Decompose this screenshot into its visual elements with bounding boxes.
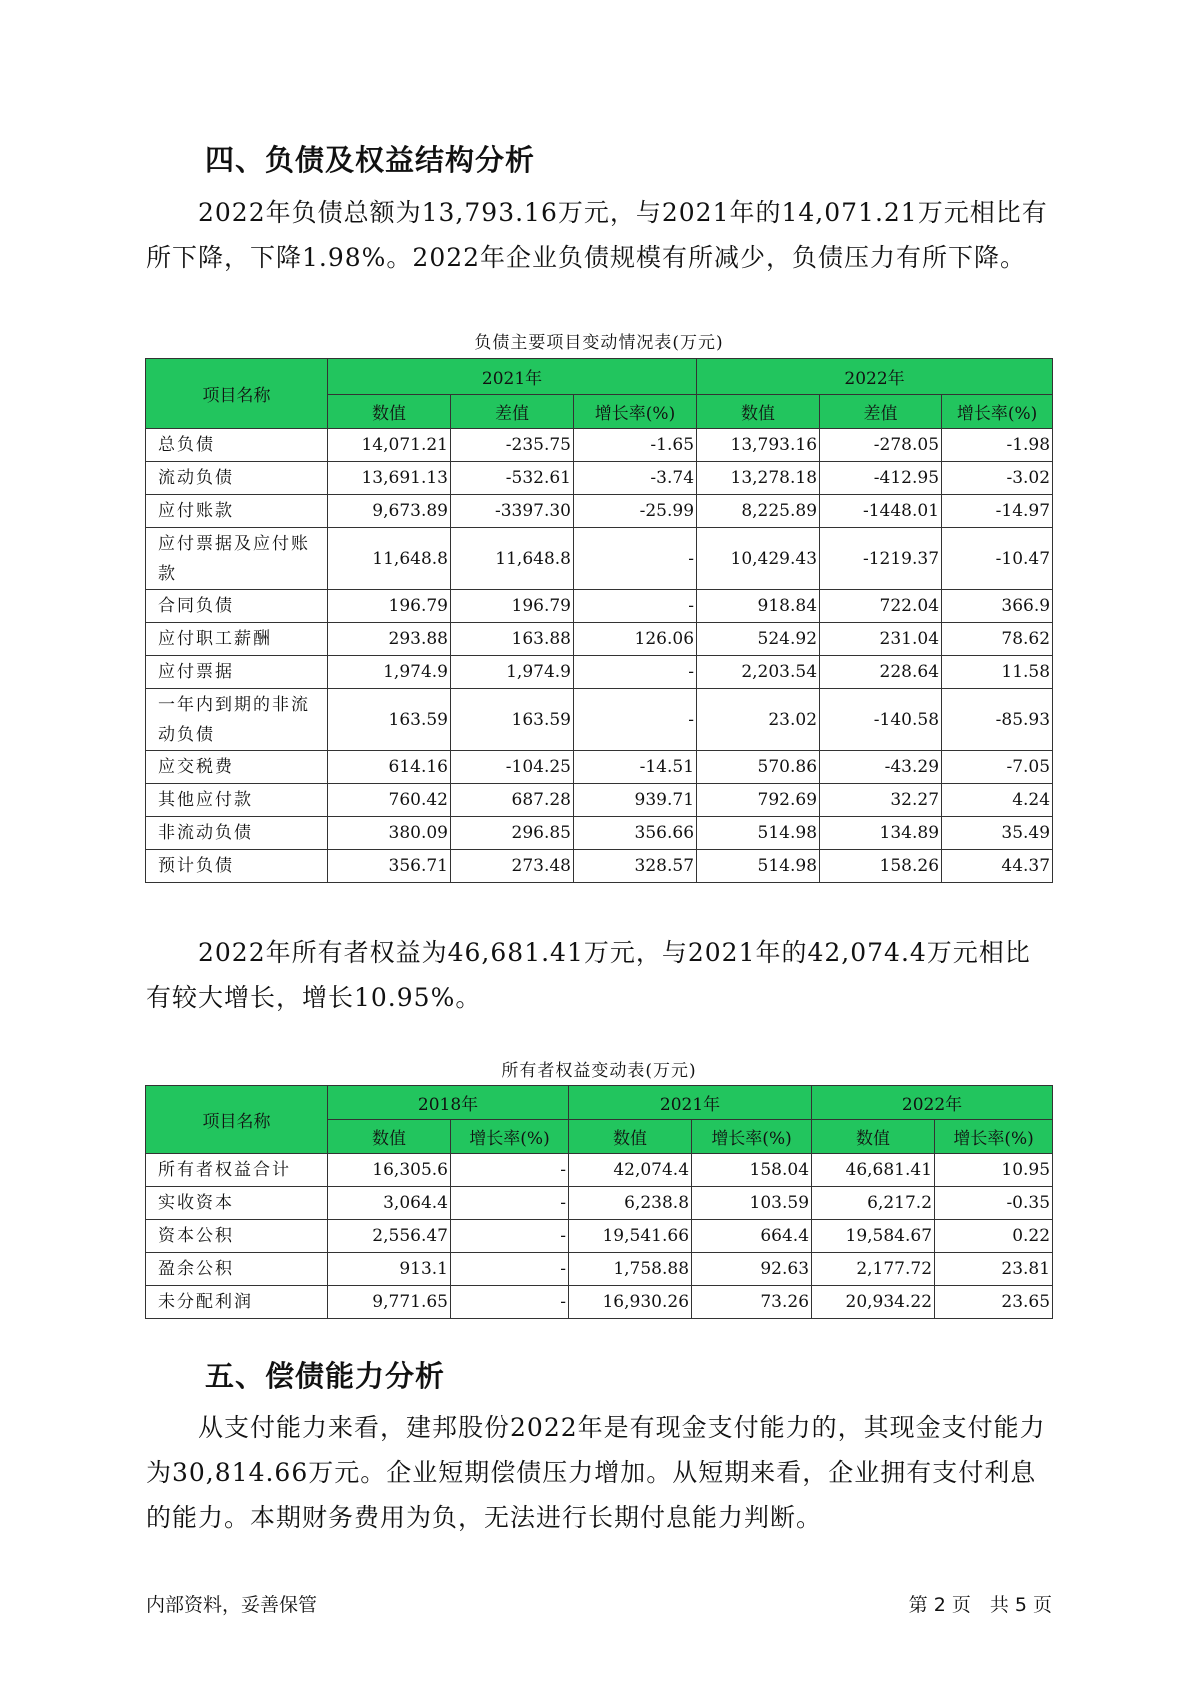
sub-column-header: 增长率(%) xyxy=(451,1120,569,1154)
table-row xyxy=(146,850,1053,883)
table-cell: -25.99 xyxy=(574,495,697,528)
sub-column-header: 增长率(%) xyxy=(942,395,1053,429)
table-cell: 228.64 xyxy=(820,656,942,689)
table-cell: 23.65 xyxy=(935,1286,1053,1319)
table-cell: 13,278.18 xyxy=(697,462,820,495)
equity-summary-paragraph: 2022年所有者权益为46,681.41万元，与2021年的42,074.4万元相比有较大增长，增长10.95%。 xyxy=(146,938,1031,1012)
table-cell: 16,305.6 xyxy=(328,1154,451,1187)
table-cell: -3.02 xyxy=(942,462,1053,495)
table-cell: 196.79 xyxy=(451,590,574,623)
table-cell: 163.59 xyxy=(328,689,451,751)
table-cell: 46,681.41 xyxy=(812,1154,935,1187)
table-cell: 158.26 xyxy=(820,850,942,883)
table-row xyxy=(146,1187,1053,1220)
table-cell: 10,429.43 xyxy=(697,528,820,590)
table-cell: 126.06 xyxy=(574,623,697,656)
sub-column-header: 差值 xyxy=(451,395,574,429)
table-cell: 1,758.88 xyxy=(569,1253,692,1286)
table-row xyxy=(146,751,1053,784)
sub-column-header: 增长率(%) xyxy=(935,1120,1053,1154)
table-cell: 163.59 xyxy=(451,689,574,751)
table-cell: 570.86 xyxy=(697,751,820,784)
table-row xyxy=(146,623,1053,656)
table-cell: 196.79 xyxy=(328,590,451,623)
liability-table-caption: 负债主要项目变动情况表(万元) xyxy=(474,333,724,353)
table-cell: - xyxy=(574,656,697,689)
table-cell: -43.29 xyxy=(820,751,942,784)
table-cell: 1,974.9 xyxy=(451,656,574,689)
table-cell: 73.26 xyxy=(692,1286,812,1319)
name-column-header: 项目名称 xyxy=(146,359,328,429)
year-group-header: 2018年 xyxy=(328,1086,569,1120)
table-cell: 792.69 xyxy=(697,784,820,817)
sub-column-header: 数值 xyxy=(697,395,820,429)
liability-table xyxy=(145,358,1053,883)
table-cell: - xyxy=(574,590,697,623)
table-cell: 514.98 xyxy=(697,850,820,883)
row-label: 实收资本 xyxy=(146,1187,328,1220)
row-label: 合同负债 xyxy=(146,590,328,623)
equity-table xyxy=(145,1085,1053,1319)
table-cell: 32.27 xyxy=(820,784,942,817)
sub-column-header: 增长率(%) xyxy=(692,1120,812,1154)
table-cell: 92.63 xyxy=(692,1253,812,1286)
table-cell: 2,177.72 xyxy=(812,1253,935,1286)
section-4-heading: 四、负债及权益结构分析 xyxy=(205,143,536,177)
table-cell: 163.88 xyxy=(451,623,574,656)
table-cell: 366.9 xyxy=(942,590,1053,623)
table-cell: -235.75 xyxy=(451,429,574,462)
table-cell: 722.04 xyxy=(820,590,942,623)
table-cell: - xyxy=(451,1154,569,1187)
table-cell: -1.65 xyxy=(574,429,697,462)
table-cell: 13,793.16 xyxy=(697,429,820,462)
table-row xyxy=(146,1220,1053,1253)
table-cell: -10.47 xyxy=(942,528,1053,590)
name-column-header: 项目名称 xyxy=(146,1086,328,1154)
table-cell: 614.16 xyxy=(328,751,451,784)
sub-column-header: 增长率(%) xyxy=(574,395,697,429)
table-cell: 356.71 xyxy=(328,850,451,883)
table-cell: - xyxy=(451,1286,569,1319)
table-cell: 10.95 xyxy=(935,1154,1053,1187)
table-cell: 760.42 xyxy=(328,784,451,817)
table-row xyxy=(146,495,1053,528)
row-label: 应付票据 xyxy=(146,656,328,689)
row-label: 未分配利润 xyxy=(146,1286,328,1319)
table-cell: -278.05 xyxy=(820,429,942,462)
row-label: 预计负债 xyxy=(146,850,328,883)
table-cell: 13,691.13 xyxy=(328,462,451,495)
table-cell: 14,071.21 xyxy=(328,429,451,462)
liability-summary-paragraph: 2022年负债总额为13,793.16万元，与2021年的14,071.21万元相比有所下降，下降1.98%。2022年企业负债规模有所减少，负债压力有所下降。 xyxy=(146,198,1048,272)
row-label: 所有者权益合计 xyxy=(146,1154,328,1187)
table-cell: 78.62 xyxy=(942,623,1053,656)
table-row xyxy=(146,1154,1053,1187)
table-cell: 103.59 xyxy=(692,1187,812,1220)
sub-column-header: 数值 xyxy=(569,1120,692,1154)
table-row xyxy=(146,784,1053,817)
row-label: 盈余公积 xyxy=(146,1253,328,1286)
table-cell: 11,648.8 xyxy=(451,528,574,590)
table-cell: 23.81 xyxy=(935,1253,1053,1286)
sub-column-header: 数值 xyxy=(328,395,451,429)
table-cell: 273.48 xyxy=(451,850,574,883)
sub-column-header: 数值 xyxy=(328,1120,451,1154)
equity-table-caption: 所有者权益变动表(万元) xyxy=(501,1061,697,1081)
table-cell: 296.85 xyxy=(451,817,574,850)
solvency-paragraph: 从支付能力来看，建邦股份2022年是有现金支付能力的，其现金支付能力为30,814.66万元。企业短期偿债压力增加。从短期来看，企业拥有支付利息的能力。本期财务费用为负，无法进行长期付息能力判断。 xyxy=(146,1413,1046,1532)
table-row xyxy=(146,1253,1053,1286)
row-label: 应交税费 xyxy=(146,751,328,784)
table-cell: 158.04 xyxy=(692,1154,812,1187)
table-cell: -3397.30 xyxy=(451,495,574,528)
table-cell: -140.58 xyxy=(820,689,942,751)
table-cell: 8,225.89 xyxy=(697,495,820,528)
table-cell: 42,074.4 xyxy=(569,1154,692,1187)
table-cell: -0.35 xyxy=(935,1187,1053,1220)
row-label: 资本公积 xyxy=(146,1220,328,1253)
table-cell: - xyxy=(451,1220,569,1253)
table-cell: -104.25 xyxy=(451,751,574,784)
table-cell: 231.04 xyxy=(820,623,942,656)
table-cell: -85.93 xyxy=(942,689,1053,751)
table-cell: 2,556.47 xyxy=(328,1220,451,1253)
table-cell: 6,238.8 xyxy=(569,1187,692,1220)
table-cell: 687.28 xyxy=(451,784,574,817)
sub-column-header: 差值 xyxy=(820,395,942,429)
table-cell: 0.22 xyxy=(935,1220,1053,1253)
table-cell: 11.58 xyxy=(942,656,1053,689)
table-row xyxy=(146,528,1053,590)
table-cell: 293.88 xyxy=(328,623,451,656)
table-cell: 664.4 xyxy=(692,1220,812,1253)
sub-column-header: 数值 xyxy=(812,1120,935,1154)
table-cell: 16,930.26 xyxy=(569,1286,692,1319)
table-row xyxy=(146,689,1053,751)
table-cell: 134.89 xyxy=(820,817,942,850)
table-row xyxy=(146,817,1053,850)
table-row xyxy=(146,1286,1053,1319)
table-cell: 356.66 xyxy=(574,817,697,850)
row-label: 总负债 xyxy=(146,429,328,462)
table-cell: 524.92 xyxy=(697,623,820,656)
table-cell: 23.02 xyxy=(697,689,820,751)
table-cell: - xyxy=(451,1253,569,1286)
table-cell: 1,974.9 xyxy=(328,656,451,689)
table-cell: 20,934.22 xyxy=(812,1286,935,1319)
table-cell: 514.98 xyxy=(697,817,820,850)
table-cell: 44.37 xyxy=(942,850,1053,883)
row-label: 一年内到期的非流动负债 xyxy=(146,689,328,751)
table-row xyxy=(146,462,1053,495)
table-cell: - xyxy=(574,528,697,590)
row-label: 应付账款 xyxy=(146,495,328,528)
table-cell: 9,771.65 xyxy=(328,1286,451,1319)
table-cell: - xyxy=(451,1187,569,1220)
table-cell: 939.71 xyxy=(574,784,697,817)
footer-confidential-note: 内部资料，妥善保管 xyxy=(146,1594,318,1616)
table-cell: 6,217.2 xyxy=(812,1187,935,1220)
row-label: 其他应付款 xyxy=(146,784,328,817)
year-group-header: 2022年 xyxy=(812,1086,1053,1120)
table-cell: -14.51 xyxy=(574,751,697,784)
table-cell: 4.24 xyxy=(942,784,1053,817)
table-cell: 35.49 xyxy=(942,817,1053,850)
year-group-header: 2022年 xyxy=(697,359,1053,395)
table-cell: -532.61 xyxy=(451,462,574,495)
table-cell: 3,064.4 xyxy=(328,1187,451,1220)
row-label: 应付职工薪酬 xyxy=(146,623,328,656)
section-5-heading: 五、偿债能力分析 xyxy=(205,1359,446,1393)
table-cell: 19,584.67 xyxy=(812,1220,935,1253)
table-cell: -7.05 xyxy=(942,751,1053,784)
table-cell: -412.95 xyxy=(820,462,942,495)
table-cell: 2,203.54 xyxy=(697,656,820,689)
table-cell: 913.1 xyxy=(328,1253,451,1286)
table-cell: -3.74 xyxy=(574,462,697,495)
row-label: 非流动负债 xyxy=(146,817,328,850)
table-row xyxy=(146,429,1053,462)
row-label: 应付票据及应付账款 xyxy=(146,528,328,590)
table-row xyxy=(146,590,1053,623)
table-cell: 11,648.8 xyxy=(328,528,451,590)
table-cell: 918.84 xyxy=(697,590,820,623)
table-cell: - xyxy=(574,689,697,751)
footer-page-number: 第 2 页 共 5 页 xyxy=(908,1594,1052,1616)
table-cell: 19,541.66 xyxy=(569,1220,692,1253)
year-group-header: 2021年 xyxy=(569,1086,812,1120)
table-cell: -1.98 xyxy=(942,429,1053,462)
table-cell: 380.09 xyxy=(328,817,451,850)
table-cell: 9,673.89 xyxy=(328,495,451,528)
table-cell: -1448.01 xyxy=(820,495,942,528)
row-label: 流动负债 xyxy=(146,462,328,495)
year-group-header: 2021年 xyxy=(328,359,697,395)
table-cell: -1219.37 xyxy=(820,528,942,590)
table-cell: -14.97 xyxy=(942,495,1053,528)
table-cell: 328.57 xyxy=(574,850,697,883)
table-row xyxy=(146,656,1053,689)
